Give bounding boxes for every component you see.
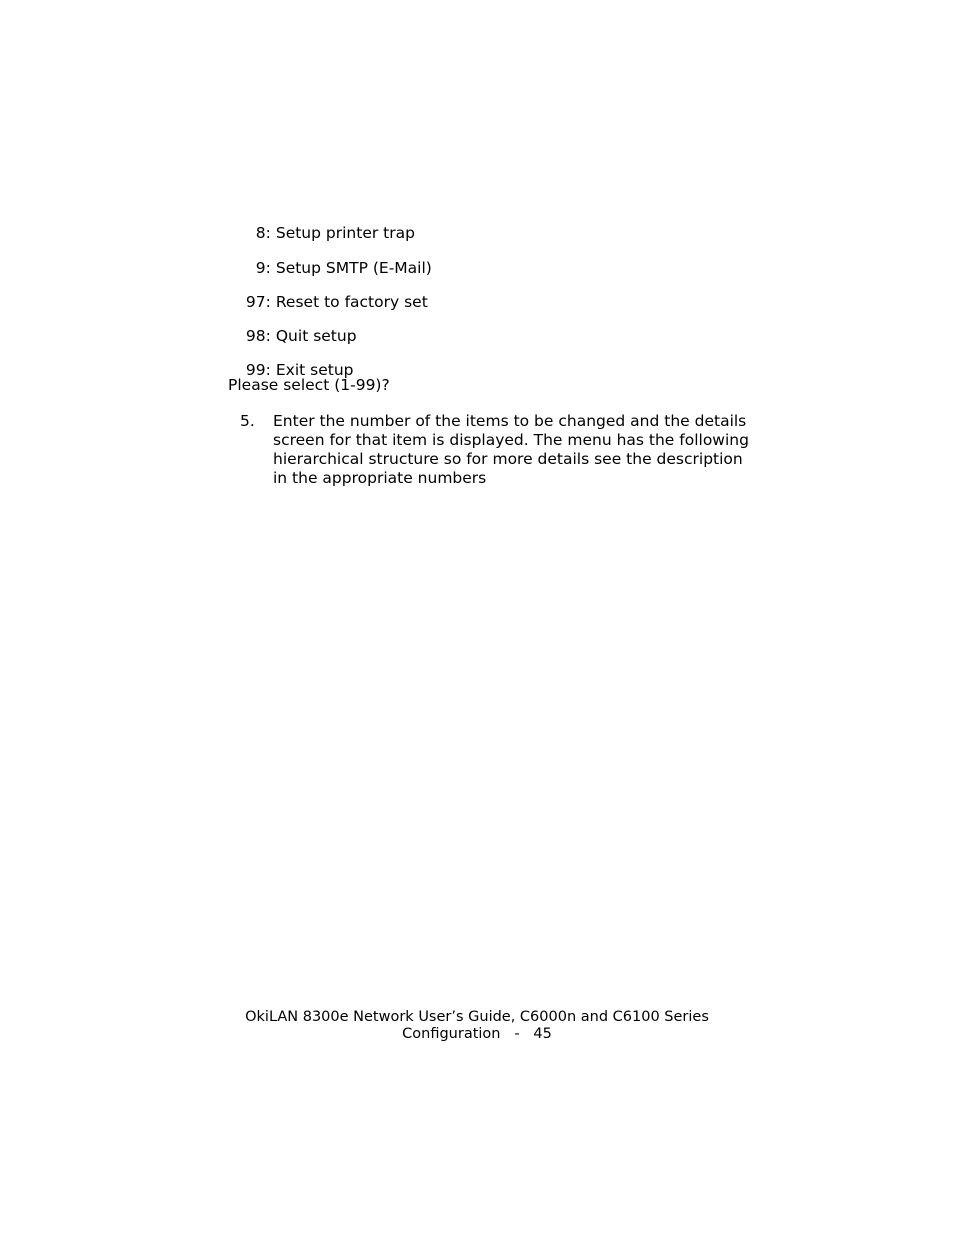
menu-item-8 — [228, 203, 415, 243]
footer-section: Configuration — [402, 1026, 501, 1042]
menu-item-label: Quit setup — [275, 327, 357, 345]
menu-item-label: Setup SMTP (E-Mail) — [275, 259, 432, 277]
footer-page-info — [0, 1026, 954, 1043]
menu-item-label: Exit setup — [275, 361, 354, 379]
footer-separator: - — [514, 1026, 520, 1042]
select-prompt: Please select (1-99)? — [228, 376, 390, 394]
menu-item-number: 98: — [245, 327, 271, 345]
menu-item-number: 97: — [245, 293, 271, 311]
menu-item-label: Setup printer trap — [275, 224, 415, 242]
menu-item-number: 8: — [255, 224, 271, 242]
step-number: 5. — [240, 412, 255, 430]
menu-item-number: 9: — [255, 259, 271, 277]
step-text: Enter the number of the items to be changed and the details screen for that item is displayed. The menu has the following hierarchical structure so for more details see the description in the appropriate numbers — [273, 412, 749, 487]
page-number: 45 — [533, 1026, 552, 1042]
footer-title: OkiLAN 8300e Network User’s Guide, C6000n and C6100 Series — [245, 1009, 709, 1025]
menu-item-label: Reset to factory set — [275, 293, 428, 311]
menu-item-number: 99: — [245, 361, 271, 379]
menu-item-99 — [228, 340, 354, 380]
